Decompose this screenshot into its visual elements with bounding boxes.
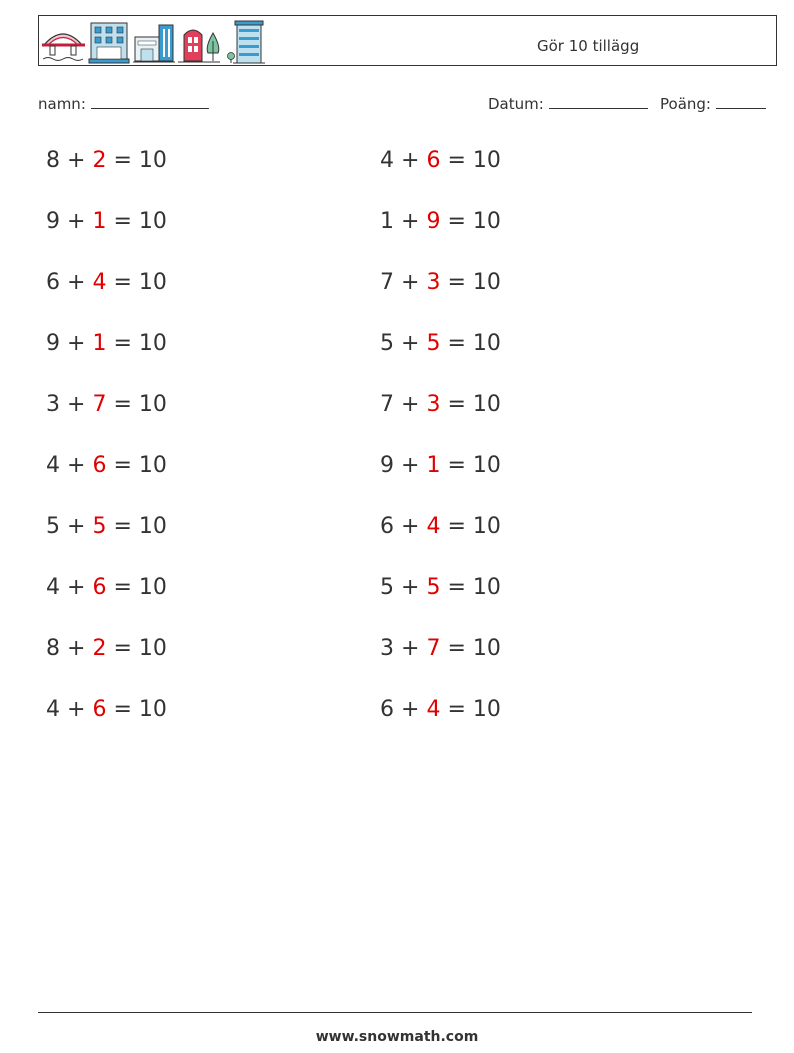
addend-a: 9 [46,331,60,356]
date-label: Datum: [488,95,544,113]
equals-sum: = 10 [113,636,167,661]
worksheet-title: Gör 10 tillägg [537,37,640,55]
worksheet-header [38,15,777,66]
equals-sum: = 10 [447,514,501,539]
addend-a: 5 [380,575,394,600]
problem-item [380,697,501,722]
addend-a: 3 [380,636,394,661]
addend-a: 5 [46,514,60,539]
answer-addend: 9 [426,209,441,234]
plus-sign: + [67,575,86,600]
plus-sign: + [67,453,86,478]
footer-divider [38,1012,752,1013]
equals-sum: = 10 [113,697,167,722]
addend-a: 3 [46,392,60,417]
problem-item [46,575,167,600]
plus-sign: + [401,392,420,417]
answer-addend: 5 [426,331,441,356]
tree-icon [207,33,219,61]
equals-sum: = 10 [113,392,167,417]
problem-item [380,514,501,539]
plus-sign: + [67,392,86,417]
answer-addend: 7 [426,636,441,661]
problem-item [46,331,167,356]
answer-addend: 7 [92,392,107,417]
problem-item [380,209,501,234]
addend-a: 4 [46,575,60,600]
equals-sum: = 10 [447,636,501,661]
problem-item [380,453,501,478]
addend-a: 7 [380,270,394,295]
addend-a: 5 [380,331,394,356]
answer-addend: 6 [92,575,107,600]
plus-sign: + [401,209,420,234]
tower-building-icon [228,21,266,63]
addend-a: 4 [46,453,60,478]
name-field [38,94,209,113]
problem-item [46,209,167,234]
equals-sum: = 10 [447,392,501,417]
problem-item [46,514,167,539]
answer-addend: 5 [426,575,441,600]
problem-item [380,392,501,417]
answer-addend: 1 [92,331,107,356]
addend-a: 4 [380,148,394,173]
plus-sign: + [67,148,86,173]
plus-sign: + [401,697,420,722]
plus-sign: + [401,636,420,661]
addend-a: 8 [46,148,60,173]
equals-sum: = 10 [113,270,167,295]
answer-addend: 4 [426,697,441,722]
addend-a: 8 [46,636,60,661]
plus-sign: + [401,575,420,600]
addend-a: 6 [46,270,60,295]
answer-addend: 3 [426,392,441,417]
plus-sign: + [401,453,420,478]
problem-item [46,148,167,173]
problem-item [46,636,167,661]
equals-sum: = 10 [113,209,167,234]
addend-a: 9 [46,209,60,234]
addend-a: 6 [380,697,394,722]
addend-a: 4 [46,697,60,722]
building-icon [89,23,129,63]
score-field [660,94,766,113]
equals-sum: = 10 [113,331,167,356]
equals-sum: = 10 [113,575,167,600]
addend-a: 9 [380,453,394,478]
answer-addend: 1 [92,209,107,234]
office-building-icon [133,25,175,62]
answer-addend: 6 [92,453,107,478]
answer-addend: 2 [92,148,107,173]
problem-item [46,453,167,478]
plus-sign: + [401,514,420,539]
name-label: namn: [38,95,86,113]
name-blank[interactable] [91,94,209,109]
equals-sum: = 10 [447,270,501,295]
date-field [488,94,648,113]
equals-sum: = 10 [447,453,501,478]
plus-sign: + [67,697,86,722]
plus-sign: + [67,514,86,539]
problem-item [380,331,501,356]
equals-sum: = 10 [113,514,167,539]
addend-a: 7 [380,392,394,417]
answer-addend: 4 [92,270,107,295]
equals-sum: = 10 [447,209,501,234]
answer-addend: 4 [426,514,441,539]
answer-addend: 6 [426,148,441,173]
problem-item [46,392,167,417]
equals-sum: = 10 [447,331,501,356]
score-blank[interactable] [716,94,766,109]
equals-sum: = 10 [113,148,167,173]
problem-item [46,697,167,722]
answer-addend: 1 [426,453,441,478]
problem-item [380,575,501,600]
equals-sum: = 10 [447,148,501,173]
date-blank[interactable] [549,94,648,109]
plus-sign: + [401,148,420,173]
plus-sign: + [67,209,86,234]
score-label: Poäng: [660,95,711,113]
answer-addend: 2 [92,636,107,661]
answer-addend: 5 [92,514,107,539]
addend-a: 6 [380,514,394,539]
addend-a: 1 [380,209,394,234]
plus-sign: + [67,636,86,661]
problem-item [46,270,167,295]
equals-sum: = 10 [113,453,167,478]
header-icons [41,19,271,65]
equals-sum: = 10 [447,575,501,600]
answer-addend: 6 [92,697,107,722]
bridge-icon [42,34,85,61]
plus-sign: + [401,331,420,356]
problem-item [380,148,501,173]
plus-sign: + [67,331,86,356]
plus-sign: + [401,270,420,295]
problem-item [380,636,501,661]
answer-addend: 3 [426,270,441,295]
problem-item [380,270,501,295]
equals-sum: = 10 [447,697,501,722]
footer-url: www.snowmath.com [315,1029,479,1045]
plus-sign: + [67,270,86,295]
